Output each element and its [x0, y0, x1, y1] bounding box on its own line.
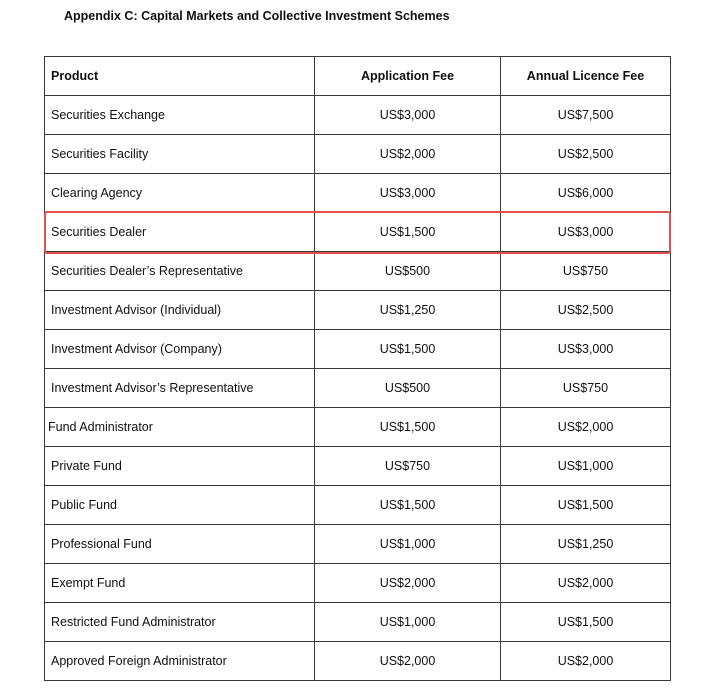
annual-licence-fee-cell: US$2,000 — [501, 642, 671, 681]
product-cell: Exempt Fund — [45, 564, 315, 603]
table-row — [45, 174, 671, 213]
application-fee-cell: US$2,000 — [315, 564, 501, 603]
application-fee-cell: US$1,250 — [315, 291, 501, 330]
annual-licence-fee-cell: US$1,500 — [501, 486, 671, 525]
annual-licence-fee-cell: US$2,000 — [501, 564, 671, 603]
application-fee-cell: US$3,000 — [315, 96, 501, 135]
annual-licence-fee-cell: US$3,000 — [501, 213, 671, 252]
table-row — [45, 486, 671, 525]
product-cell: Securities Dealer’s Representative — [45, 252, 315, 291]
table-row — [45, 408, 671, 447]
application-fee-cell: US$1,500 — [315, 486, 501, 525]
product-cell: Clearing Agency — [45, 174, 315, 213]
product-cell: Securities Exchange — [45, 96, 315, 135]
table-row — [45, 252, 671, 291]
product-cell: Investment Advisor’s Representative — [45, 369, 315, 408]
application-fee-cell: US$1,000 — [315, 525, 501, 564]
application-fee-column-header: Application Fee — [315, 57, 501, 96]
product-cell: Public Fund — [45, 486, 315, 525]
product-cell: Securities Dealer — [45, 213, 315, 252]
product-cell: Professional Fund — [45, 525, 315, 564]
table-row — [45, 96, 671, 135]
annual-licence-fee-cell: US$1,000 — [501, 447, 671, 486]
table-row — [45, 603, 671, 642]
annual-licence-fee-cell: US$3,000 — [501, 330, 671, 369]
application-fee-cell: US$3,000 — [315, 174, 501, 213]
table-row — [45, 291, 671, 330]
table-row — [45, 447, 671, 486]
annual-licence-fee-cell: US$7,500 — [501, 96, 671, 135]
product-cell: Fund Administrator — [45, 408, 315, 447]
product-cell: Investment Advisor (Company) — [45, 330, 315, 369]
annual-licence-fee-cell: US$750 — [501, 369, 671, 408]
table-row-highlighted — [45, 213, 671, 252]
product-cell: Private Fund — [45, 447, 315, 486]
table-row — [45, 135, 671, 174]
application-fee-cell: US$500 — [315, 252, 501, 291]
table-row — [45, 525, 671, 564]
annual-licence-fee-cell: US$1,500 — [501, 603, 671, 642]
table-row — [45, 330, 671, 369]
table-row — [45, 564, 671, 603]
table-row — [45, 642, 671, 681]
product-cell: Approved Foreign Administrator — [45, 642, 315, 681]
annual-licence-fee-cell: US$2,500 — [501, 135, 671, 174]
annual-licence-fee-cell: US$6,000 — [501, 174, 671, 213]
application-fee-cell: US$2,000 — [315, 642, 501, 681]
application-fee-cell: US$2,000 — [315, 135, 501, 174]
annual-licence-fee-column-header: Annual Licence Fee — [501, 57, 671, 96]
product-cell: Restricted Fund Administrator — [45, 603, 315, 642]
application-fee-cell: US$1,500 — [315, 330, 501, 369]
application-fee-cell: US$750 — [315, 447, 501, 486]
annual-licence-fee-cell: US$750 — [501, 252, 671, 291]
application-fee-cell: US$500 — [315, 369, 501, 408]
annual-licence-fee-cell: US$2,000 — [501, 408, 671, 447]
table-header-row — [45, 57, 671, 96]
annual-licence-fee-cell: US$2,500 — [501, 291, 671, 330]
product-column-header: Product — [45, 57, 315, 96]
fee-table — [44, 56, 671, 681]
document-heading: Appendix C: Capital Markets and Collective Investment Schemes — [64, 9, 450, 23]
product-cell: Investment Advisor (Individual) — [45, 291, 315, 330]
application-fee-cell: US$1,500 — [315, 213, 501, 252]
application-fee-cell: US$1,500 — [315, 408, 501, 447]
table-row — [45, 369, 671, 408]
annual-licence-fee-cell: US$1,250 — [501, 525, 671, 564]
product-cell: Securities Facility — [45, 135, 315, 174]
application-fee-cell: US$1,000 — [315, 603, 501, 642]
